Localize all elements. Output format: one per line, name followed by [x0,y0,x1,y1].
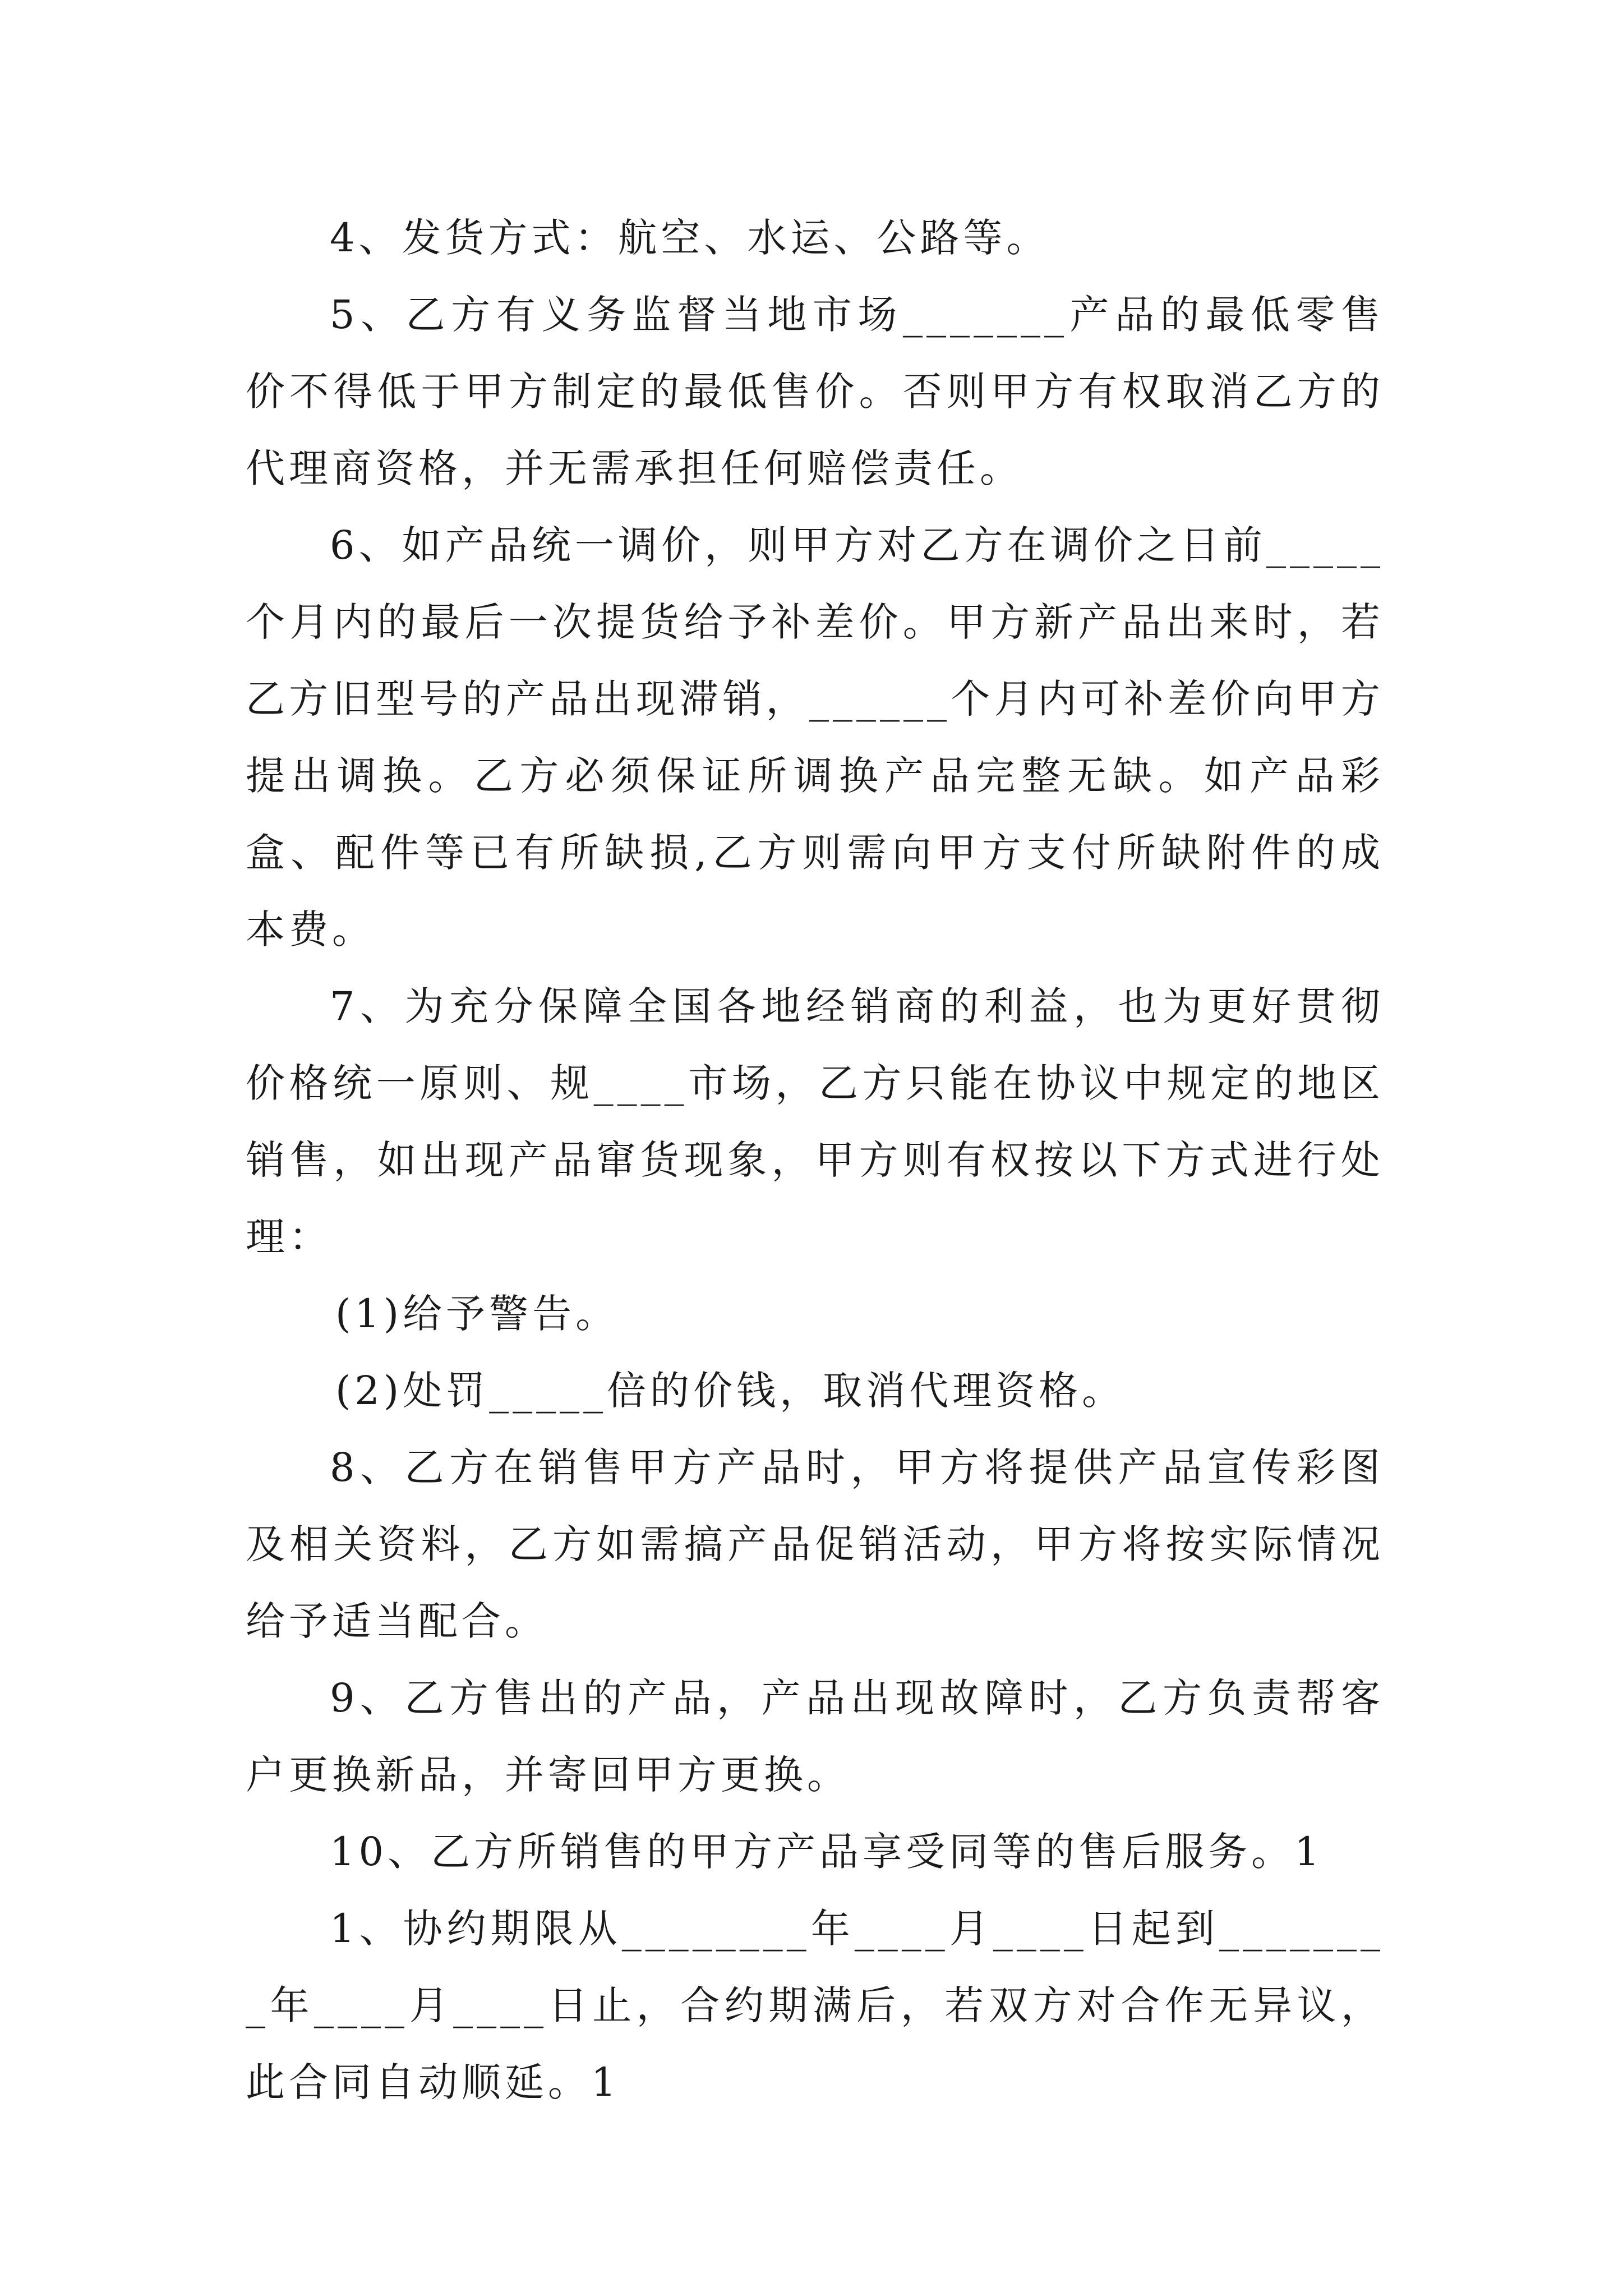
clause-7-item-2-penalty: (2)处罚_____倍的价钱，取消代理资格。 [335,1368,1126,1414]
clause-10-after-sales-service: 10、乙方所销售的甲方产品享受同等的售后服务。1 [330,1829,1324,1875]
clause-8-promotion-support: 8、乙方在销售甲方产品时，甲方将提供产品宣传彩图及相关资料，乙方如需搞产品促销活动，甲方将按实际情况给予适当配合。 [246,1444,1384,1644]
clause-7-regional-sales: 7、为充分保障全国各地经销商的利益，也为更好贯彻价格统一原则、规____市场，乙方只能在协议中规定的地区销售，如出现产品窜货现象，甲方则有权按以下方式进行处理： [246,983,1384,1260]
clause-4-shipping-method: 4、发货方式：航空、水运、公路等。 [330,215,1050,261]
clause-7-item-1-warning: (1)给予警告。 [335,1291,619,1337]
clause-6-price-adjustment: 6、如产品统一调价，则甲方对乙方在调价之日前_____个月内的最后一次提货给予补差价。甲方新产品出来时，若乙方旧型号的产品出现滞销，______个月内可补差价向甲方提出调换。乙方必须保证所调换产品完整无缺。如产品彩盒、配件等已有所缺损,乙方则需向甲方支付所缺附件的成本费。 [246,522,1384,953]
clause-9-product-replacement: 9、乙方售出的产品，产品出现故障时，乙方负责帮客户更换新品，并寄回甲方更换。 [246,1675,1384,1798]
clause-11-agreement-term: 1、协约期限从________年____月____日起到________年____月____日止，合约期满后，若双方对合作无异议，此合同自动顺延。1 [246,1906,1384,2105]
clause-5-minimum-retail-price: 5、乙方有义务监督当地市场_______产品的最低零售价不得低于甲方制定的最低售价。否则甲方有权取消乙方的代理商资格，并无需承担任何赔偿责任。 [246,292,1384,491]
document-body [246,200,1384,2121]
